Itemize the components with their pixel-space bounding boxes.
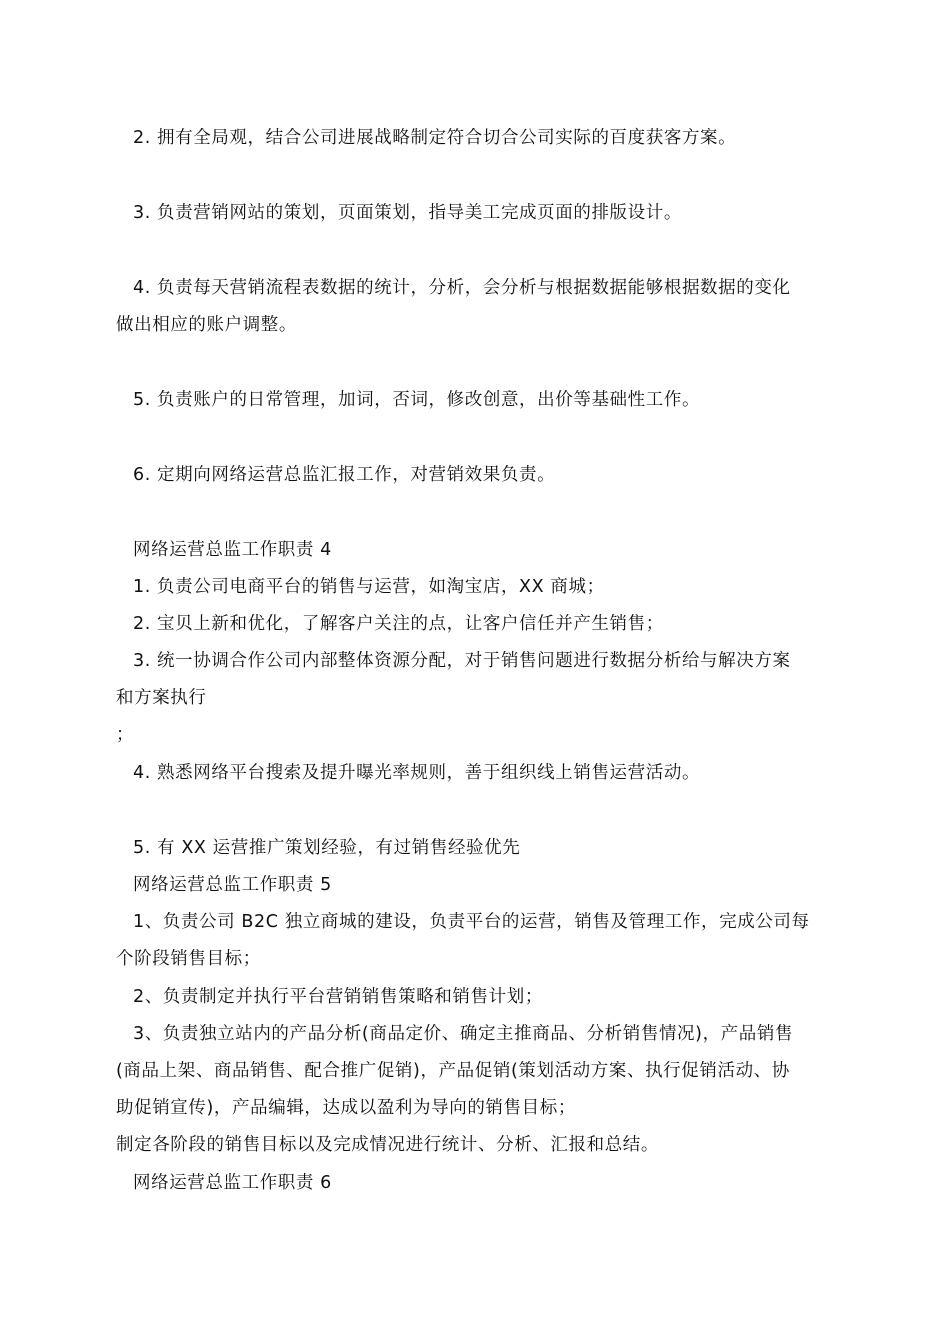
paragraph-line: 4. 熟悉网络平台搜索及提升曝光率规则，善于组织线上销售运营活动。 — [133, 763, 701, 783]
paragraph-line: 3. 负责营销网站的策划，页面策划，指导美工完成页面的排版设计。 — [133, 203, 682, 223]
section-heading: 网络运营总监工作职责 4 — [133, 540, 332, 560]
paragraph-line: 3、负责独立站内的产品分析(商品定价、确定主推商品、分析销售情况)，产品销售 — [133, 1024, 794, 1044]
paragraph-line: 5. 有 XX 运营推广策划经验，有过销售经验优先 — [133, 838, 521, 858]
paragraph-line: (商品上架、商品销售、配合推广促销)，产品促销(策划活动方案、执行促销活动、协 — [116, 1061, 790, 1081]
paragraph-line: 1. 负责公司电商平台的销售与运营，如淘宝店，XX 商城； — [133, 577, 605, 597]
paragraph-line: 5. 负责账户的日常管理，加词，否词，修改创意，出价等基础性工作。 — [133, 390, 701, 410]
paragraph-line: 制定各阶段的销售目标以及完成情况进行统计、分析、汇报和总结。 — [116, 1135, 659, 1155]
paragraph-line: ； — [116, 725, 135, 745]
paragraph-line: 个阶段销售目标； — [116, 949, 261, 969]
section-heading: 网络运营总监工作职责 5 — [133, 875, 332, 895]
paragraph-line: 3. 统一协调合作公司内部整体资源分配，对于销售问题进行数据分析给与解决方案 — [133, 651, 791, 671]
paragraph-line: 1、负责公司 B2C 独立商城的建设，负责平台的运营，销售及管理工作，完成公司每 — [133, 912, 810, 932]
paragraph-line: 6. 定期向网络运营总监汇报工作，对营销效果负责。 — [133, 465, 556, 485]
paragraph-line: 2、负责制定并执行平台营销销售策略和销售计划； — [133, 987, 543, 1007]
paragraph-line: 助促销宣传)，产品编辑，达成以盈利为导向的销售目标； — [116, 1098, 576, 1118]
paragraph-line: 4. 负责每天营销流程表数据的统计，分析，会分析与根据数据能够根据数据的变化 — [133, 278, 791, 298]
paragraph-line: 2. 拥有全局观，结合公司进展战略制定符合切合公司实际的百度获客方案。 — [133, 128, 737, 148]
paragraph-line: 2. 宝贝上新和优化，了解客户关注的点，让客户信任并产生销售； — [133, 614, 664, 634]
section-heading: 网络运营总监工作职责 6 — [133, 1173, 332, 1193]
paragraph-line: 做出相应的账户调整。 — [116, 315, 297, 335]
paragraph-line: 和方案执行 — [116, 688, 207, 708]
